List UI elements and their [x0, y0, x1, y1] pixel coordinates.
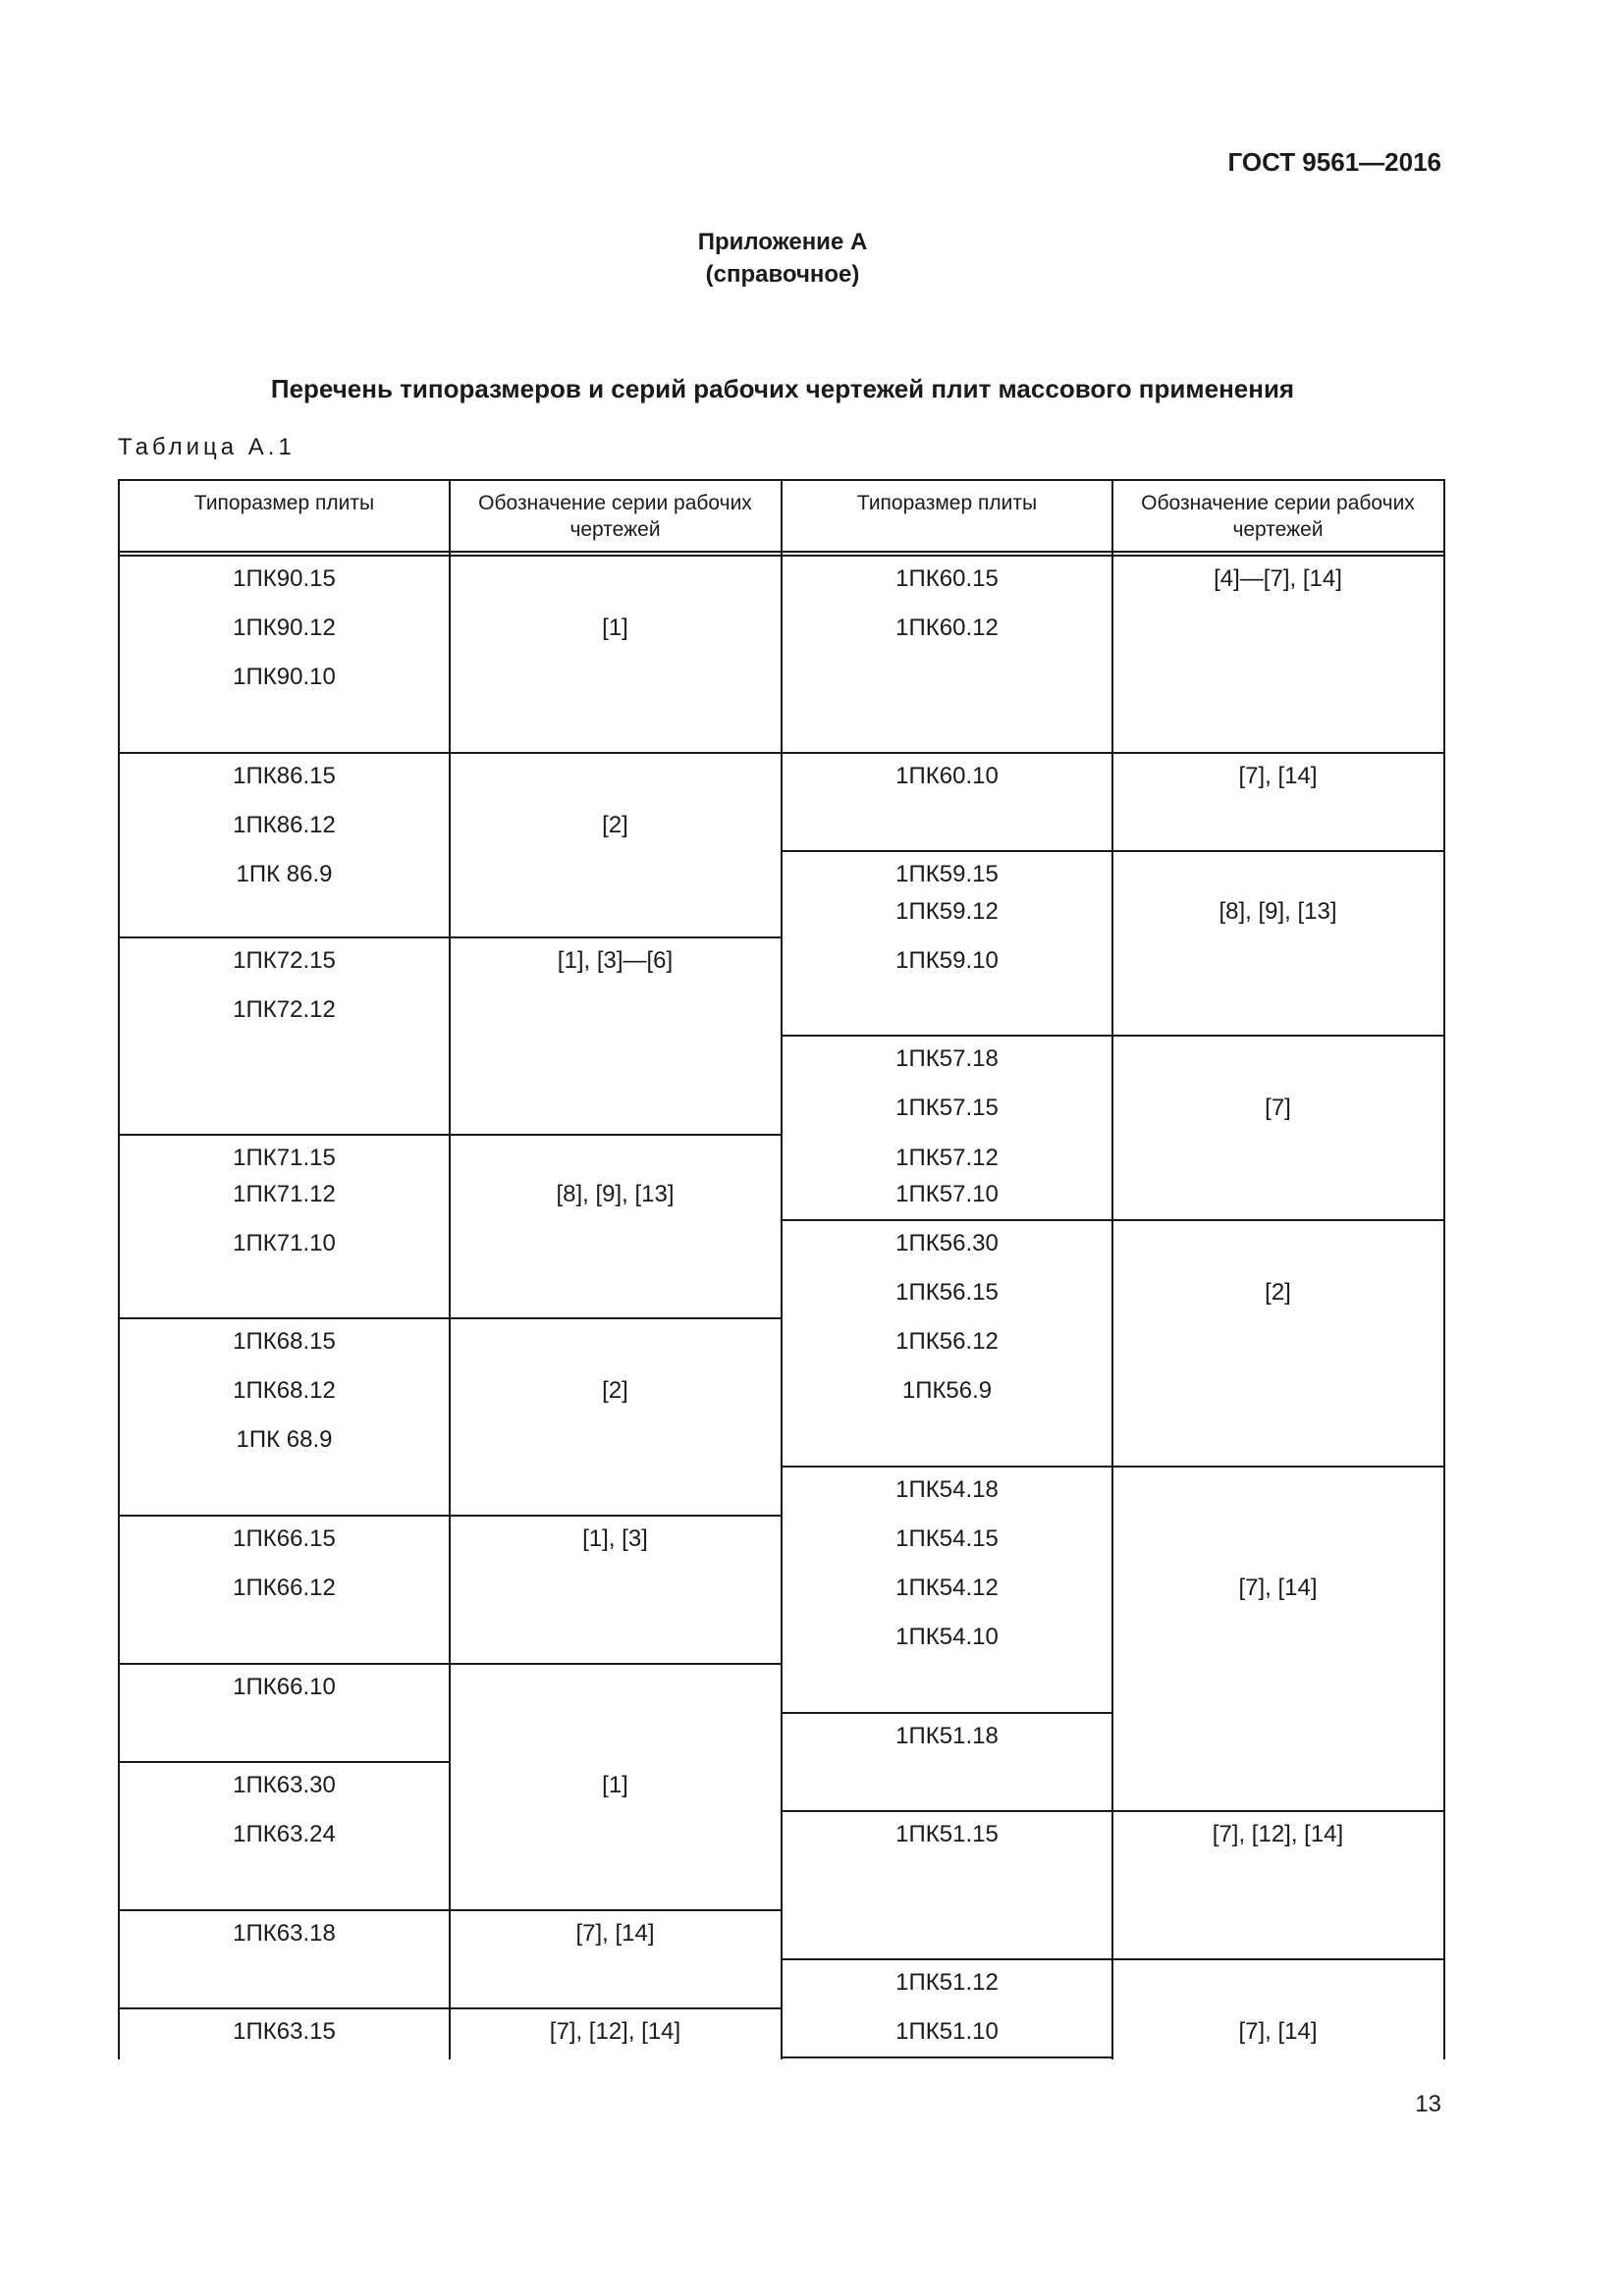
- table-cell: 1ПК56.9: [901, 1377, 993, 1404]
- table-cell: 1ПК56.12: [895, 1328, 999, 1355]
- row-separator: [781, 1035, 1445, 1037]
- header-rule: [118, 551, 1445, 553]
- column-header-series-2: Обозначение серии рабочих чертежей: [1141, 492, 1415, 541]
- table-cell: [1], [3]—[6]: [557, 947, 674, 974]
- table-cell: 1ПК59.12: [895, 898, 999, 925]
- table-cell: 1ПК63.24: [233, 1821, 336, 1847]
- table-cell: [1]: [602, 614, 628, 641]
- table-cell: 1ПК72.12: [233, 996, 336, 1023]
- table-cell: [7], [14]: [575, 1920, 655, 1947]
- table-cell: 1ПК54.18: [895, 1476, 999, 1503]
- table-cell: 1ПК57.18: [895, 1045, 999, 1072]
- table-bottom-rule: [781, 2056, 1111, 2058]
- table-cell: 1ПК60.10: [895, 763, 999, 789]
- table-cell: [7], [14]: [1238, 2018, 1318, 2045]
- row-separator: [118, 936, 781, 938]
- table-cell: 1ПК60.12: [895, 614, 999, 641]
- row-separator: [781, 1810, 1445, 1812]
- table-cell: [7], [12], [14]: [1212, 1821, 1344, 1847]
- table-cell: 1ПК71.10: [233, 1230, 336, 1256]
- table-cell: 1ПК 68.9: [236, 1426, 333, 1453]
- table-cell: [8], [9], [13]: [556, 1181, 675, 1207]
- row-separator: [781, 850, 1445, 852]
- table-cell: 1ПК51.15: [895, 1821, 999, 1847]
- table-cell: 1ПК59.10: [895, 947, 999, 974]
- row-separator: [781, 1466, 1445, 1468]
- table-cell: 1ПК66.12: [233, 1575, 336, 1601]
- table-cell: 1ПК90.15: [233, 565, 336, 592]
- row-separator: [118, 1317, 781, 1319]
- table-cell: [2]: [602, 812, 628, 838]
- row-separator: [781, 1958, 1445, 1960]
- section-title: Перечень типоразмеров и серий рабочих чертежей плит массового применения: [270, 374, 1295, 403]
- table-cell: 1ПК51.12: [895, 1969, 999, 1996]
- table-cell: [1], [3]: [582, 1525, 648, 1552]
- table-cell: 1ПК57.12: [895, 1145, 999, 1171]
- table-cell: 1ПК57.10: [895, 1181, 999, 1207]
- appendix-title: Приложение А: [697, 229, 868, 255]
- document-code: ГОСТ 9561—2016: [1227, 147, 1441, 177]
- table-cell: 1ПК63.15: [233, 2018, 336, 2045]
- row-separator: [118, 752, 781, 754]
- row-separator: [118, 2007, 781, 2009]
- table-cell: 1ПК71.12: [233, 1181, 336, 1207]
- table-cell: [1]: [602, 1772, 628, 1798]
- appendix-subtitle: (справочное): [705, 261, 860, 288]
- table-cell: [2]: [1265, 1279, 1291, 1306]
- row-separator: [118, 1909, 781, 1911]
- table-cell: 1ПК90.12: [233, 614, 336, 641]
- row-separator: [118, 1515, 781, 1517]
- table-cell: 1ПК86.12: [233, 812, 336, 838]
- table-cell: 1ПК71.15: [233, 1145, 336, 1171]
- row-separator: [781, 1219, 1445, 1221]
- table-cell: [4]—[7], [14]: [1214, 565, 1342, 592]
- table-cell: [7]: [1265, 1095, 1291, 1121]
- table-cell: 1ПК56.30: [895, 1230, 999, 1256]
- column-header-size-2: Типоразмер плиты: [856, 492, 1038, 514]
- table-cell: 1ПК 86.9: [236, 861, 333, 887]
- table-cell: 1ПК54.12: [895, 1575, 999, 1601]
- table-cell: 1ПК54.10: [895, 1624, 999, 1650]
- table-cell: 1ПК86.15: [233, 763, 336, 789]
- row-separator: [781, 1712, 1111, 1714]
- table-cell: 1ПК54.15: [895, 1525, 999, 1552]
- page-number: 13: [1415, 2091, 1441, 2117]
- table-cell: 1ПК63.30: [233, 1772, 336, 1798]
- table-cell: 1ПК68.12: [233, 1377, 336, 1404]
- table-cell: 1ПК63.18: [233, 1920, 336, 1947]
- table-cell: 1ПК60.15: [895, 565, 999, 592]
- table-cell: [7], [14]: [1238, 763, 1318, 789]
- column-header-series-1: Обозначение серии рабочих чертежей: [478, 492, 752, 541]
- header-rule-double: [118, 555, 1445, 557]
- table-border-right: [1443, 479, 1445, 2059]
- table-cell: 1ПК72.15: [233, 947, 336, 974]
- table-cell: 1ПК51.10: [895, 2018, 999, 2045]
- table-label: Таблица А.1: [118, 434, 296, 460]
- table-cell: [7], [12], [14]: [549, 2018, 681, 2045]
- column-header-size-1: Типоразмер плиты: [193, 492, 375, 514]
- table-cell: 1ПК68.15: [233, 1328, 336, 1355]
- table-cell: 1ПК66.15: [233, 1525, 336, 1552]
- table-cell: 1ПК59.15: [895, 861, 999, 887]
- table-cell: 1ПК57.15: [895, 1095, 999, 1121]
- table-cell: [8], [9], [13]: [1218, 898, 1337, 925]
- table-cell: 1ПК66.10: [233, 1674, 336, 1700]
- table-top-border: [118, 479, 1445, 481]
- row-separator: [118, 1134, 781, 1136]
- table-cell: 1ПК90.10: [233, 664, 336, 690]
- table-cell: [2]: [602, 1377, 628, 1404]
- table-cell: [7], [14]: [1238, 1575, 1318, 1601]
- row-separator: [118, 1663, 781, 1665]
- table-cell: 1ПК56.15: [895, 1279, 999, 1306]
- row-separator: [781, 752, 1445, 754]
- table-cell: 1ПК51.18: [895, 1723, 999, 1749]
- row-separator: [118, 1761, 449, 1763]
